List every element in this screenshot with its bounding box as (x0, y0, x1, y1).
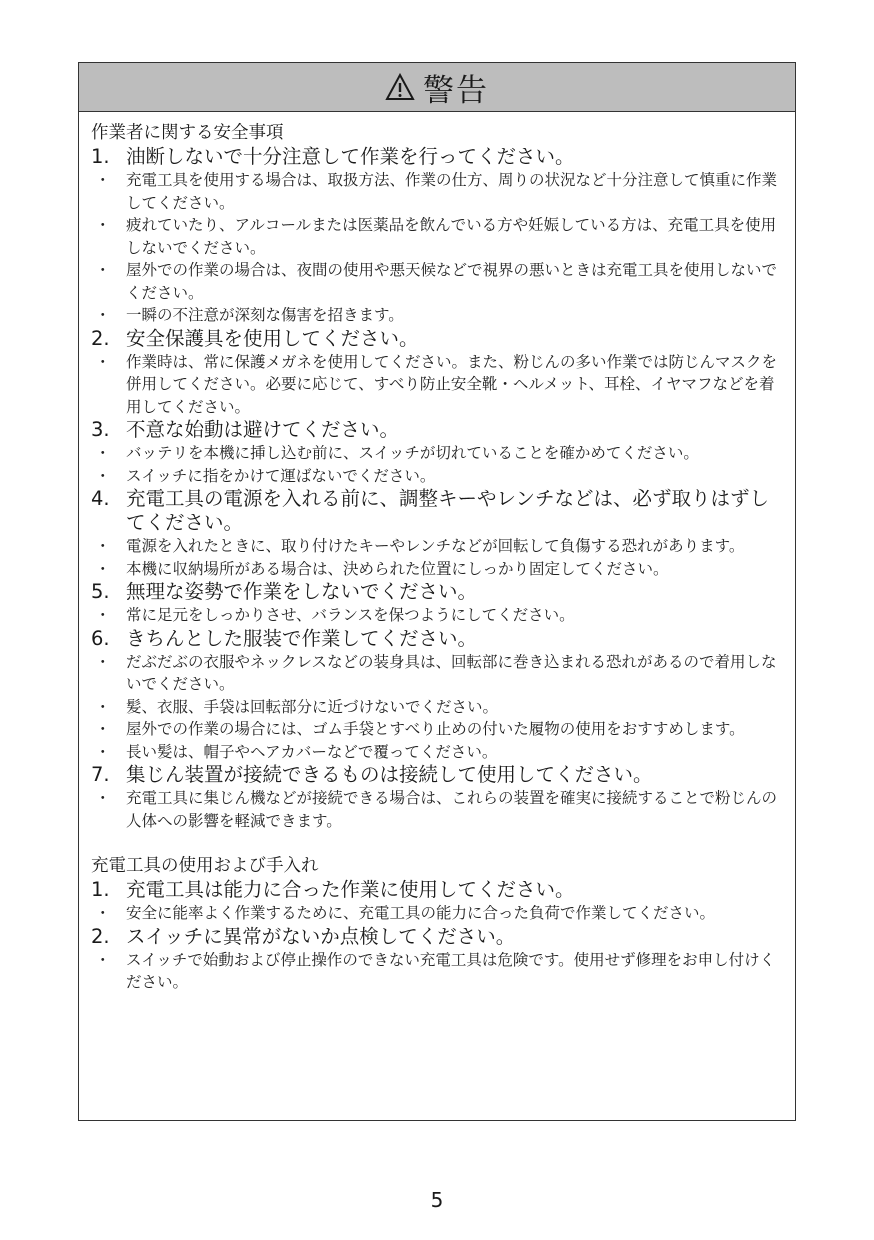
bullet-item (91, 604, 783, 627)
item-number: 2. (91, 326, 110, 350)
item-heading (91, 487, 783, 535)
bullet-dot-icon: ・ (95, 171, 111, 189)
item-heading (91, 327, 783, 351)
bullet-text: 安全に能率よく作業するために、充電工具の能力に合った負荷で作業してください。 (126, 904, 716, 922)
warning-title: 警告 (423, 72, 489, 109)
bullet-item (91, 465, 783, 488)
bullet-dot-icon: ・ (95, 466, 111, 485)
bullet-item (91, 535, 783, 558)
item-heading (91, 418, 783, 442)
bullet-dot-icon: ・ (95, 789, 111, 807)
bullet-dot-icon: ・ (95, 216, 111, 234)
bullet-text: 作業時は、常に保護メガネを使用してください。また、粉じんの多い作業では防じんマスクを併用してください。必要に応じて、すべり防止安全靴・ヘルメット、耳栓、イヤマフなどを着用してください。 (126, 352, 778, 416)
item-number: 5. (91, 580, 110, 603)
warning-content (79, 112, 795, 994)
item-title-text: スイッチに異常がないか点検してください。 (126, 924, 516, 948)
bullet-dot-icon: ・ (95, 950, 111, 969)
bullet-item (91, 651, 783, 696)
bullet-item (91, 442, 783, 465)
item-title-text: 不意な始動は避けてください。 (126, 418, 400, 441)
item-title-text: 充電工具は能力に合った作業に使用してください。 (126, 878, 575, 901)
bullet-dot-icon: ・ (95, 352, 111, 371)
bullet-dot-icon: ・ (95, 904, 111, 922)
bullet-text: バッテリを本機に挿し込む前に、スイッチが切れていることを確かめてください。 (126, 444, 699, 462)
bullet-text: 髪、衣服、手袋は回転部分に近づけないでください。 (126, 697, 499, 716)
bullet-item (91, 351, 783, 419)
bullet-text: 一瞬の不注意が深刻な傷害を招きます。 (126, 306, 404, 324)
item-heading (91, 627, 783, 651)
bullet-item (91, 902, 783, 925)
item-heading (91, 763, 783, 787)
bullet-item (91, 558, 783, 581)
section-title: 充電工具の使用および手入れ (91, 856, 319, 876)
bullet-text: 屋外での作業の場合には、ゴム手袋とすべり止めの付いた履物の使用をおすすめします。 (126, 720, 745, 738)
bullet-text: 本機に収納場所がある場合は、決められた位置にしっかり固定してください。 (126, 559, 669, 578)
item-heading (91, 925, 783, 949)
bullet-dot-icon: ・ (95, 537, 111, 555)
bullet-dot-icon: ・ (95, 606, 111, 624)
item-title-text: 集じん装置が接続できるものは接続して使用してください。 (126, 763, 653, 786)
item-number: 6. (91, 626, 110, 650)
warning-triangle-icon (385, 73, 415, 101)
item-number: 2. (91, 924, 110, 948)
bullet-item (91, 718, 783, 741)
bullet-text: 充電工具を使用する場合は、取扱方法、作業の仕方、周りの状況など十分注意して慎重に作業してください。 (126, 171, 778, 212)
bullet-dot-icon: ・ (95, 742, 111, 761)
item-title-text: 充電工具の電源を入れる前に、調整キーやレンチなどは、必ず取りはずしてください。 (126, 487, 770, 534)
item-number: 1. (91, 145, 110, 168)
bullet-text: 長い髪は、帽子やヘアカバーなどで覆ってください。 (126, 742, 498, 761)
item-title-text: きちんとした服装で作業してください。 (126, 626, 478, 650)
bullet-text: 常に足元をしっかりさせ、バランスを保つようにしてください。 (126, 606, 575, 624)
bullet-dot-icon: ・ (95, 306, 111, 324)
page-number: 5 (430, 1188, 444, 1212)
bullet-text: スイッチで始動および停止操作のできない充電工具は危険です。使用せず修理をお申し付けください。 (126, 950, 776, 991)
bullet-dot-icon: ・ (95, 444, 111, 462)
bullet-item (91, 169, 783, 214)
item-number: 3. (91, 418, 110, 441)
item-number: 1. (91, 878, 110, 901)
item-title-text: 油断しないで十分注意して作業を行ってください。 (126, 145, 575, 168)
warning-box (78, 62, 796, 1121)
bullet-dot-icon: ・ (95, 652, 111, 671)
item-title-text: 無理な姿勢で作業をしないでください。 (126, 580, 478, 603)
bullet-item (91, 741, 783, 764)
item-number: 7. (91, 763, 110, 786)
bullet-dot-icon: ・ (95, 559, 111, 578)
bullet-item (91, 949, 783, 994)
item-title-text: 安全保護具を使用してください。 (126, 326, 419, 350)
bullet-text: 疲れていたり、アルコールまたは医薬品を飲んでいる方や妊娠している方は、充電工具を使用しないでください。 (126, 216, 777, 257)
bullet-text: 屋外での作業の場合は、夜間の使用や悪天候などで視界の悪いときは充電工具を使用しないでください。 (126, 261, 778, 302)
bullet-item (91, 696, 783, 719)
bullet-text: スイッチに指をかけて運ばないでください。 (126, 466, 436, 485)
bullet-text: だぶだぶの衣服やネックレスなどの装身具は、回転部に巻き込まれる恐れがあるので着用しないでください。 (126, 652, 777, 693)
bullet-item (91, 259, 783, 304)
bullet-dot-icon: ・ (95, 720, 111, 738)
bullet-item (91, 214, 783, 259)
bullet-dot-icon: ・ (95, 697, 111, 716)
warning-header (79, 63, 795, 112)
bullet-text: 電源を入れたときに、取り付けたキーやレンチなどが回転して負傷する恐れがあります。 (126, 537, 745, 555)
bullet-item (91, 787, 783, 832)
bullet-item (91, 304, 783, 327)
item-heading (91, 145, 783, 169)
section-title: 作業者に関する安全事項 (91, 123, 284, 143)
bullet-text: 充電工具に集じん機などが接続できる場合は、これらの装置を確実に接続することで粉じんの人体への影響を軽減できます。 (126, 789, 778, 830)
item-number: 4. (91, 487, 110, 510)
item-heading (91, 878, 783, 902)
bullet-dot-icon: ・ (95, 261, 111, 279)
item-heading (91, 580, 783, 604)
